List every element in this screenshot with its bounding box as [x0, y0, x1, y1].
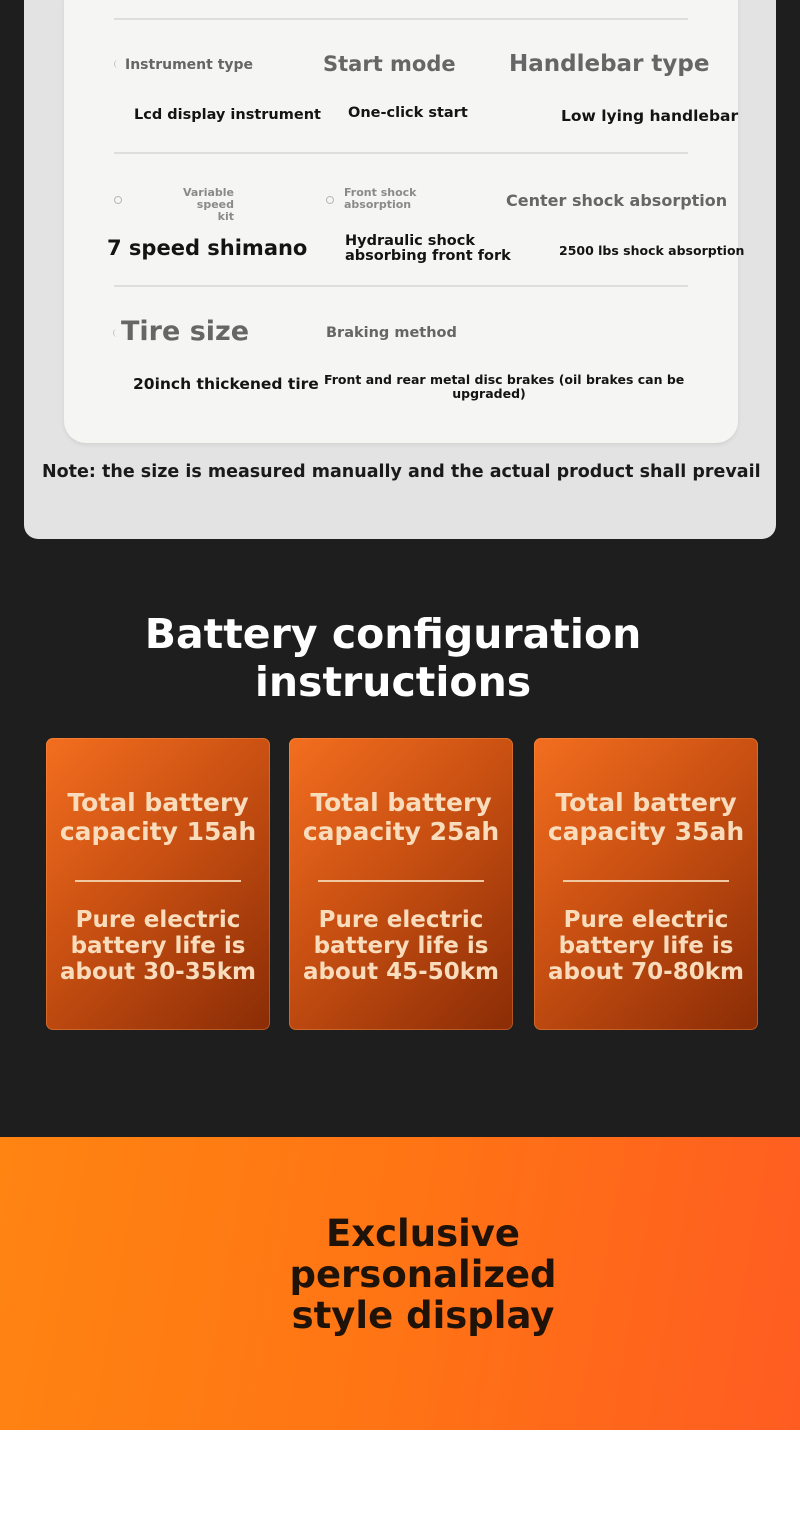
braking-method-value: Front and rear metal disc brakes (oil brakes can be upgraded): [324, 372, 685, 401]
bullet-icon: [326, 196, 334, 204]
battery-capacity: Total battery capacity 25ah: [302, 788, 500, 846]
variable-speed-label: Variable speed kit: [182, 186, 234, 223]
banner-heading: Exclusive personalized style display: [289, 1212, 557, 1337]
tire-size-label: Tire size: [121, 316, 250, 347]
card-divider: [563, 880, 729, 882]
battery-range: Pure electric battery life is about 30-35km: [60, 907, 256, 985]
spec-divider: [114, 285, 688, 287]
card-divider: [318, 880, 484, 882]
battery-section-title: Battery configuration instructions: [144, 610, 642, 706]
instrument-type-label: Instrument type: [125, 57, 254, 73]
front-shock-label: Front shock absorption: [344, 186, 417, 211]
center-shock-label: Center shock absorption: [506, 191, 728, 210]
bottom-blank-area: [0, 1430, 800, 1519]
bullet-icon: [114, 196, 122, 204]
braking-method-label: Braking method: [326, 325, 457, 341]
tire-size-value: 20inch thickened tire: [133, 375, 319, 393]
instrument-type-value: Lcd display instrument: [134, 107, 321, 123]
handlebar-type-label: Handlebar type: [509, 51, 710, 77]
battery-card: [534, 738, 758, 1030]
spec-divider: [114, 152, 688, 154]
battery-card: [289, 738, 513, 1030]
bullet-icon: [113, 329, 118, 337]
handlebar-type-value: Low lying handlebar: [561, 107, 739, 125]
battery-capacity: Total battery capacity 35ah: [547, 788, 745, 846]
spec-inner-card: [64, 0, 745, 443]
size-note: Note: the size is measured manually and the actual product shall prevail: [42, 462, 761, 482]
style-display-banner: [0, 1137, 800, 1430]
battery-range: Pure electric battery life is about 70-80km: [548, 907, 744, 985]
start-mode-value: One-click start: [348, 105, 468, 121]
card-divider: [75, 880, 241, 882]
battery-range: Pure electric battery life is about 45-50km: [303, 907, 499, 985]
variable-speed-value: 7 speed shimano: [107, 236, 308, 260]
bullet-icon: [114, 60, 119, 68]
spec-divider: [114, 18, 688, 20]
front-shock-value: Hydraulic shock absorbing front fork: [345, 233, 511, 264]
center-shock-value: 2500 lbs shock absorption: [559, 243, 745, 258]
start-mode-label: Start mode: [323, 52, 456, 76]
battery-card: [46, 738, 270, 1030]
battery-capacity: Total battery capacity 15ah: [59, 788, 257, 846]
